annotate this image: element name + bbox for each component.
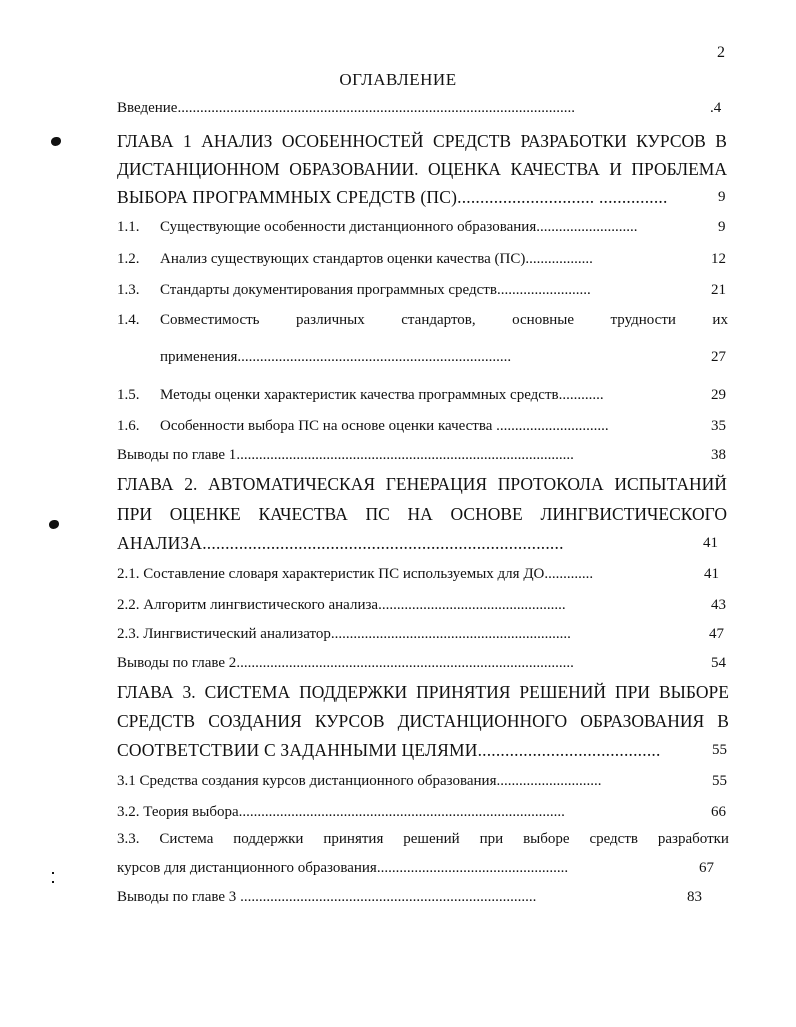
toc-entry <box>117 772 710 790</box>
word: решений <box>403 831 460 847</box>
word: 2. <box>184 474 198 494</box>
entry-leader: ............................................................................... <box>202 533 564 553</box>
word: основные <box>512 312 575 328</box>
entry-text: Выводы по главе 3 <box>117 889 237 905</box>
scan-speck <box>52 872 54 874</box>
word: ОЦЕНКЕ <box>169 504 241 524</box>
entry-leader: ......................... <box>496 282 591 298</box>
entry-leader: ............. <box>544 566 594 582</box>
word: ГЕНЕРАЦИЯ <box>385 474 488 494</box>
word: ОЦЕНКА <box>428 159 501 179</box>
scan-mark <box>51 137 61 146</box>
entry-text: Анализ существующих стандартов оценки качества (ПС) <box>160 251 526 267</box>
entry-text: Выводы по главе 1 <box>117 447 237 463</box>
chapter-2-heading-line-2 <box>117 503 727 525</box>
entry-page: 83 <box>687 889 702 905</box>
toc-entry <box>160 386 708 404</box>
word: разработки <box>657 831 729 847</box>
word: Система <box>159 831 214 847</box>
word: различных <box>296 312 365 328</box>
word: АНАЛИЗ <box>201 131 273 151</box>
word: РЕШЕНИЙ <box>519 682 607 702</box>
word: СОЗДАНИЯ <box>208 711 302 731</box>
entry-text: применения <box>160 349 238 365</box>
word: АВТОМАТИЧЕСКАЯ <box>208 474 376 494</box>
entry-page: 67 <box>699 860 714 876</box>
word: И <box>609 159 622 179</box>
entry-page: 9 <box>718 189 726 205</box>
toc-entry <box>160 250 708 268</box>
chapter-3-heading-line-3 <box>117 739 710 761</box>
word: СРЕДСТВ <box>433 131 512 151</box>
entry-leader: ................................................................ <box>330 626 571 642</box>
word: КУРСОВ <box>314 711 385 731</box>
entry-text: 2.1. Составление словаря характеристик ПС используемых для ДО <box>117 566 545 582</box>
toc-entry-conclusion <box>117 888 685 906</box>
entry-page: 54 <box>711 655 726 671</box>
word: ПРИНЯТИЯ <box>416 682 511 702</box>
entry-page: 41 <box>704 566 719 582</box>
entry-leader: .............................. <box>492 418 609 434</box>
word: выборе <box>523 831 570 847</box>
entry-leader: .................. <box>525 251 593 267</box>
chapter-2-heading-line-3 <box>117 532 700 554</box>
word: средств <box>589 831 638 847</box>
entry-page: 47 <box>709 626 724 642</box>
entry-leader: ............ <box>558 387 604 403</box>
word: ОБРАЗОВАНИЯ <box>580 711 705 731</box>
entry-text: Особенности выбора ПС на основе оценки качества <box>160 418 493 434</box>
entry-page: 21 <box>711 282 726 298</box>
word: трудности <box>610 312 676 328</box>
word: ПОДДЕРЖКИ <box>299 682 408 702</box>
entry-page: 66 <box>711 804 726 820</box>
chapter-2-heading-line-1 <box>117 473 727 495</box>
entry-leader: ................................................... <box>376 860 569 876</box>
entry-text: курсов для дистанционного образования <box>117 860 377 876</box>
word: ОСНОВЕ <box>450 504 523 524</box>
word: СРЕДСТВ <box>117 711 196 731</box>
word: ГЛАВА <box>117 474 174 494</box>
entry-text: Введение <box>117 100 178 116</box>
word: СИСТЕМА <box>204 682 291 702</box>
entry-leader: ......................................................................... <box>237 349 512 365</box>
entry-text: Существующие особенности дистанционного образования <box>160 219 537 235</box>
entry-leader: .......................................................................................................... <box>177 100 575 116</box>
entry-page: 35 <box>711 418 726 434</box>
chapter-1-heading-line-2 <box>117 158 727 180</box>
section-number: 1.5. <box>117 387 140 403</box>
entry-leader: ............................................................................... <box>236 889 537 905</box>
entry-text: Методы оценки характеристик качества программных средств <box>160 387 559 403</box>
chapter-3-heading-line-2 <box>117 710 729 732</box>
word: ВЫБОРЕ <box>659 682 729 702</box>
word: ОБРАЗОВАНИИ. <box>289 159 419 179</box>
entry-leader: ........................................ <box>477 740 661 760</box>
entry-leader: ....................................................................................... <box>238 804 565 820</box>
word: ГЛАВА <box>117 131 174 151</box>
word: ПРОТОКОЛА <box>497 474 604 494</box>
word: ПРИ <box>615 682 651 702</box>
word: стандартов, <box>401 312 476 328</box>
entry-page: 43 <box>711 597 726 613</box>
word: ПРОБЛЕМА <box>631 159 727 179</box>
toc-entry <box>160 281 708 299</box>
entry-leader: .......................................................................................... <box>236 655 574 671</box>
entry-leader: ............................ <box>496 773 602 789</box>
word: ГЛАВА <box>117 682 174 702</box>
word: Совместимость <box>160 312 260 328</box>
word: поддержки <box>233 831 304 847</box>
toc-entry-continuation <box>160 348 708 366</box>
word: КУРСОВ <box>636 131 706 151</box>
toc-entry-conclusion <box>117 446 708 464</box>
word: ПРИ <box>117 504 153 524</box>
entry-page: .4 <box>710 100 722 116</box>
word: 3. <box>182 682 196 702</box>
entry-page: 12 <box>711 251 726 267</box>
entry-text: 2.2. Алгоритм лингвистического анализа <box>117 597 379 613</box>
word: 1 <box>182 131 192 151</box>
word: НА <box>407 504 433 524</box>
word: ПС <box>365 504 390 524</box>
entry-leader: .......................................................................................... <box>236 447 574 463</box>
toc-entry <box>117 596 709 614</box>
entry-leader: ........................... <box>536 219 638 235</box>
toc-entry <box>117 565 702 583</box>
scan-speck <box>52 881 54 883</box>
word: ДИСТАНЦИОННОГО <box>397 711 568 731</box>
section-number: 1.4. <box>117 312 140 328</box>
word: ОСОБЕННОСТЕЙ <box>281 131 424 151</box>
chapter-1-heading-line-1 <box>117 130 727 152</box>
toc-title: ОГЛАВЛЕНИЕ <box>339 70 457 89</box>
word: КАЧЕСТВА <box>510 159 600 179</box>
toc-entry-intro <box>117 99 727 117</box>
section-number: 1.6. <box>117 418 140 434</box>
toc-entry <box>160 417 708 435</box>
word: КАЧЕСТВА <box>258 504 348 524</box>
entry-text: СООТВЕТСТВИИ С ЗАДАННЫМИ ЦЕЛЯМИ <box>117 740 478 760</box>
toc-entry-justified <box>160 311 728 329</box>
toc-entry <box>160 218 716 236</box>
entry-page: 29 <box>711 387 726 403</box>
entry-page: 41 <box>703 535 718 551</box>
word: их <box>712 312 728 328</box>
word: при <box>479 831 504 847</box>
entry-page: 55 <box>712 773 727 789</box>
word: принятия <box>323 831 384 847</box>
entry-page: 38 <box>711 447 726 463</box>
entry-text: 3.1 Средства создания курсов дистанционного образования <box>117 773 497 789</box>
entry-page: 9 <box>718 219 726 235</box>
section-number: 1.2. <box>117 251 140 267</box>
entry-text: 3.2. Теория выбора <box>117 804 239 820</box>
entry-page: 55 <box>712 742 727 758</box>
page-number: 2 <box>717 44 725 61</box>
entry-page: 27 <box>711 349 726 365</box>
word: В <box>715 131 727 151</box>
toc-entry <box>117 803 709 821</box>
word: РАЗРАБОТКИ <box>520 131 627 151</box>
chapter-3-heading-line-1 <box>117 681 729 703</box>
word: ДИСТАНЦИОННОМ <box>117 159 280 179</box>
entry-text: 2.3. Лингвистический анализатор <box>117 626 331 642</box>
section-number: 1.3. <box>117 282 140 298</box>
word: В <box>717 711 729 731</box>
toc-entry-conclusion <box>117 654 709 672</box>
entry-leader: .................................................. <box>378 597 566 613</box>
entry-text: АНАЛИЗА <box>117 533 203 553</box>
toc-entry-continuation <box>117 859 697 877</box>
entry-text: Стандарты документирования программных средств <box>160 282 497 298</box>
word: ИСПЫТАНИЙ <box>614 474 727 494</box>
toc-entry <box>117 625 707 643</box>
word: 3.3. <box>117 831 140 847</box>
entry-leader: .............................. ............... <box>457 187 668 207</box>
word: ЛИНГВИСТИЧЕСКОГО <box>540 504 727 524</box>
scan-mark <box>49 520 59 529</box>
toc-entry-justified <box>117 830 729 848</box>
section-number: 1.1. <box>117 219 140 235</box>
entry-text: ВЫБОРА ПРОГРАММНЫХ СРЕДСТВ (ПС) <box>117 187 458 207</box>
chapter-1-heading-line-3 <box>117 186 727 208</box>
entry-text: Выводы по главе 2 <box>117 655 237 671</box>
